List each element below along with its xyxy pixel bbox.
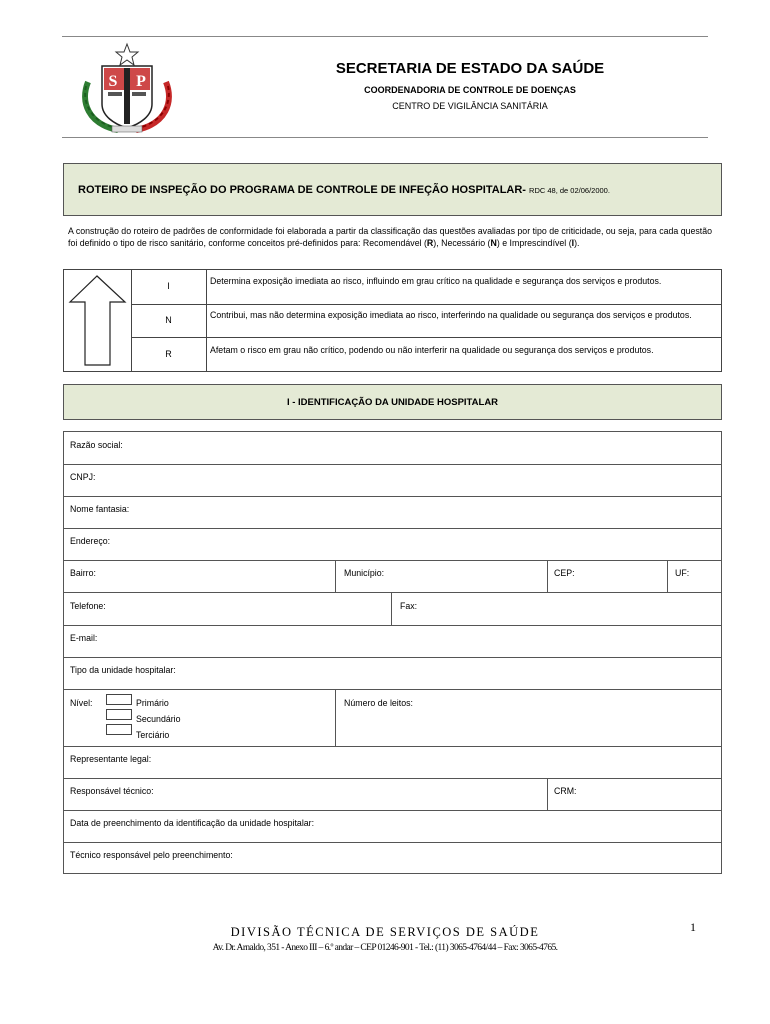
checkbox-primario[interactable] [106, 694, 132, 705]
header-department: CENTRO DE VIGILÂNCIA SANITÁRIA [392, 101, 548, 111]
field-numero-leitos[interactable]: Número de leitos: [344, 698, 413, 708]
field-nivel: Nível: [70, 698, 93, 708]
field-tecnico-preenchimento[interactable]: Técnico responsável pelo preenchimento: [70, 850, 233, 860]
field-nome-fantasia[interactable]: Nome fantasia: [70, 504, 130, 514]
criticality-code: R [165, 349, 172, 359]
field-uf[interactable]: UF: [675, 568, 690, 578]
seal-letter-p: P [136, 73, 146, 90]
field-crm[interactable]: CRM: [554, 786, 577, 796]
field-telefone[interactable]: Telefone: [70, 601, 106, 611]
nivel-option-terciario: Terciário [136, 730, 170, 740]
state-seal-icon [78, 42, 176, 134]
field-responsavel-tecnico[interactable]: Responsável técnico: [70, 786, 154, 796]
field-tipo-unidade[interactable]: Tipo da unidade hospitalar: [70, 665, 176, 675]
criticality-description: Contribui, mas não determina exposição imediata ao risco, interferindo na qualidade ou segurança dos serviços e produtos. [210, 310, 692, 320]
footer-division: DIVISÃO TÉCNICA DE SERVIÇOS DE SAÚDE [230, 925, 540, 939]
field-cep[interactable]: CEP: [554, 568, 575, 578]
field-fax[interactable]: Fax: [400, 601, 418, 611]
header-title: SECRETARIA DE ESTADO DA SAÚDE [335, 60, 605, 77]
field-bairro[interactable]: Bairro: [70, 568, 96, 578]
page-number: 1 [690, 920, 696, 934]
section-title: I - IDENTIFICAÇÃO DA UNIDADE HOSPITALAR [286, 397, 499, 408]
seal-letter-s: S [108, 73, 118, 90]
top-rule [62, 36, 708, 37]
field-razao-social[interactable]: Razão social: [70, 440, 123, 450]
document-reference: RDC 48, de 02/06/2000. [529, 186, 610, 195]
field-municipio[interactable]: Município: [344, 568, 385, 578]
footer-address: Av. Dr. Arnaldo, 351 - Anexo III – 6.º andar – CEP 01246-901 - Tel.: (11) 3065-4764/44 – Fax: 3065-4765. [212, 943, 558, 953]
field-data-preenchimento[interactable]: Data de preenchimento da identificação da unidade hospitalar: [70, 818, 315, 828]
nivel-option-secundario: Secundário [136, 714, 181, 724]
field-endereco[interactable]: Endereço: [70, 536, 111, 546]
header-subtitle: COORDENADORIA DE CONTROLE DE DOENÇAS [364, 85, 576, 95]
criticality-description: Afetam o risco em grau não crítico, podendo ou não interferir na qualidade ou segurança dos serviços e produtos. [210, 345, 654, 355]
field-cnpj[interactable]: CNPJ: [70, 472, 96, 482]
field-email[interactable]: E-mail: [70, 633, 98, 643]
arrow-cell [64, 270, 132, 371]
intro-paragraph: A construção do roteiro de padrões de conformidade foi elaborada a partir da classificação das questões avaliadas por tipo de criticidade, ou seja, para cada questão foi definido o tipo de risco sanitário, conforme conceitos pré-definidos para: Recomendável (R), Necessário (N) e Imprescindível (I). [68, 226, 713, 248]
nivel-option-primario: Primário [136, 698, 169, 708]
document-title: ROTEIRO DE INSPEÇÃO DO PROGRAMA DE CONTROLE DE INFEÇÃO HOSPITALAR- RDC 48, de 02/06/2000. [78, 184, 610, 196]
section-heading-box [63, 384, 722, 420]
up-arrow-icon [64, 270, 131, 371]
checkbox-secundario[interactable] [106, 709, 132, 720]
checkbox-terciario[interactable] [106, 724, 132, 735]
criticality-code: I [167, 281, 170, 291]
document-title-box [63, 163, 722, 216]
field-representante-legal[interactable]: Representante legal: [70, 754, 152, 764]
header-bottom-rule [62, 137, 708, 138]
identification-form [63, 431, 722, 874]
criticality-table [63, 269, 722, 372]
criticality-description: Determina exposição imediata ao risco, influindo em grau crítico na qualidade e segurança dos serviços e produtos. [210, 276, 662, 286]
criticality-code: N [165, 315, 172, 325]
